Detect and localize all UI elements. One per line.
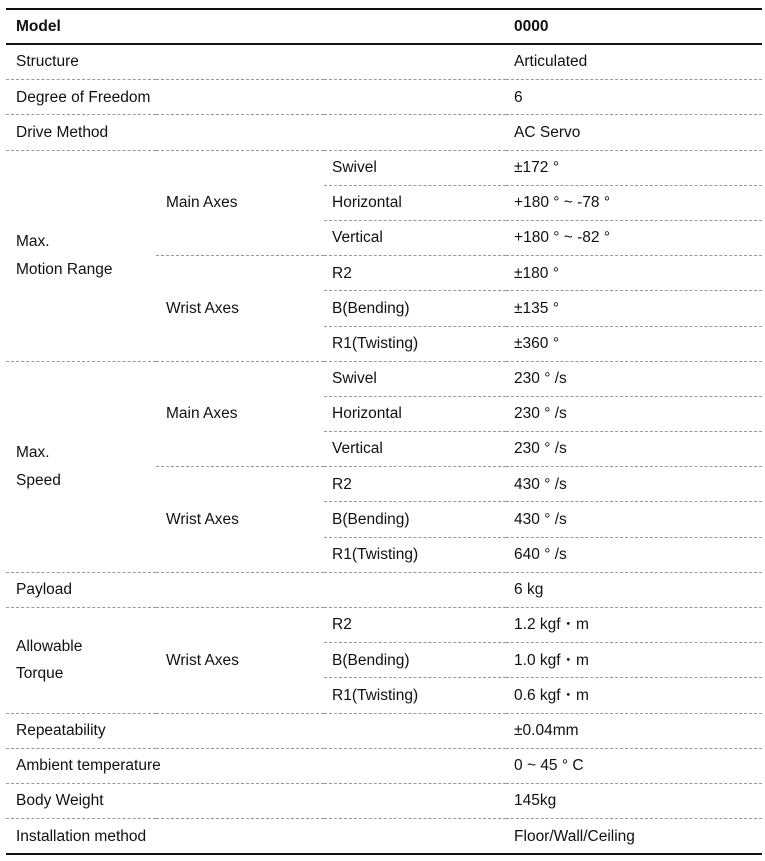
axis-value: 230 ° /s [506, 396, 762, 431]
subgroup-label: Main Axes [156, 361, 324, 467]
axis-label: B(Bending) [324, 643, 506, 678]
row-value: 145kg [506, 783, 762, 818]
axis-value: 640 ° /s [506, 537, 762, 572]
axis-value: ±135 ° [506, 291, 762, 326]
axis-value: 1.0 kgf・m [506, 643, 762, 678]
axis-label: R1(Twisting) [324, 326, 506, 361]
spec-table [6, 8, 762, 855]
axis-value: ±360 ° [506, 326, 762, 361]
axis-label: B(Bending) [324, 502, 506, 537]
group-label-line: Max. [16, 444, 50, 462]
group-label-line: Allowable [16, 637, 83, 655]
row-label: Drive Method [6, 115, 506, 150]
row-value: Floor/Wall/Ceiling [506, 819, 762, 855]
group-label-motion-range [6, 150, 156, 361]
row-label: Repeatability [6, 713, 506, 748]
header-label: Model [6, 9, 506, 44]
axis-label: R2 [324, 608, 506, 643]
axis-value: 230 ° /s [506, 361, 762, 396]
header-row [6, 9, 762, 44]
axis-value: 430 ° /s [506, 467, 762, 502]
axis-value: 230 ° /s [506, 432, 762, 467]
row-value: ±0.04mm [506, 713, 762, 748]
row-value: 6 [506, 80, 762, 115]
axis-value: ±180 ° [506, 256, 762, 291]
axis-label: R1(Twisting) [324, 678, 506, 713]
axis-value: +180 ° ~ -78 ° [506, 185, 762, 220]
table-row [6, 713, 762, 748]
subgroup-label: Main Axes [156, 150, 324, 256]
row-label: Body Weight [6, 783, 506, 818]
table-row [6, 819, 762, 855]
axis-label: R1(Twisting) [324, 537, 506, 572]
subgroup-label: Wrist Axes [156, 256, 324, 362]
table-row [6, 80, 762, 115]
table-row [6, 44, 762, 80]
group-label-line: Motion Range [16, 260, 113, 278]
group-label-line: Speed [16, 471, 61, 489]
group-label-line: Max. [16, 233, 50, 251]
table-row [6, 572, 762, 607]
axis-label: B(Bending) [324, 291, 506, 326]
row-label: Installation method [6, 819, 506, 855]
table-row [6, 783, 762, 818]
row-label: Structure [6, 44, 506, 80]
axis-label: R2 [324, 467, 506, 502]
axis-label: Vertical [324, 432, 506, 467]
row-value: 0 ~ 45 ° C [506, 748, 762, 783]
axis-label: Horizontal [324, 185, 506, 220]
row-value: AC Servo [506, 115, 762, 150]
row-value: Articulated [506, 44, 762, 80]
group-label-torque [6, 608, 156, 714]
header-value: 0000 [506, 9, 762, 44]
subgroup-label: Wrist Axes [156, 608, 324, 714]
row-label: Degree of Freedom [6, 80, 506, 115]
row-value: 6 kg [506, 572, 762, 607]
row-label: Ambient temperature [6, 748, 506, 783]
table-row [6, 361, 762, 396]
table-row [6, 115, 762, 150]
axis-label: R2 [324, 256, 506, 291]
group-label-speed [6, 361, 156, 572]
table-row [6, 150, 762, 185]
table-row [6, 748, 762, 783]
table-row [6, 608, 762, 643]
row-label: Payload [6, 572, 506, 607]
subgroup-label: Wrist Axes [156, 467, 324, 573]
axis-value: 1.2 kgf・m [506, 608, 762, 643]
axis-value: ±172 ° [506, 150, 762, 185]
axis-value: 430 ° /s [506, 502, 762, 537]
axis-label: Swivel [324, 150, 506, 185]
group-label-line: Torque [16, 665, 64, 683]
axis-label: Swivel [324, 361, 506, 396]
axis-label: Horizontal [324, 396, 506, 431]
axis-label: Vertical [324, 220, 506, 255]
axis-value: 0.6 kgf・m [506, 678, 762, 713]
axis-value: +180 ° ~ -82 ° [506, 220, 762, 255]
